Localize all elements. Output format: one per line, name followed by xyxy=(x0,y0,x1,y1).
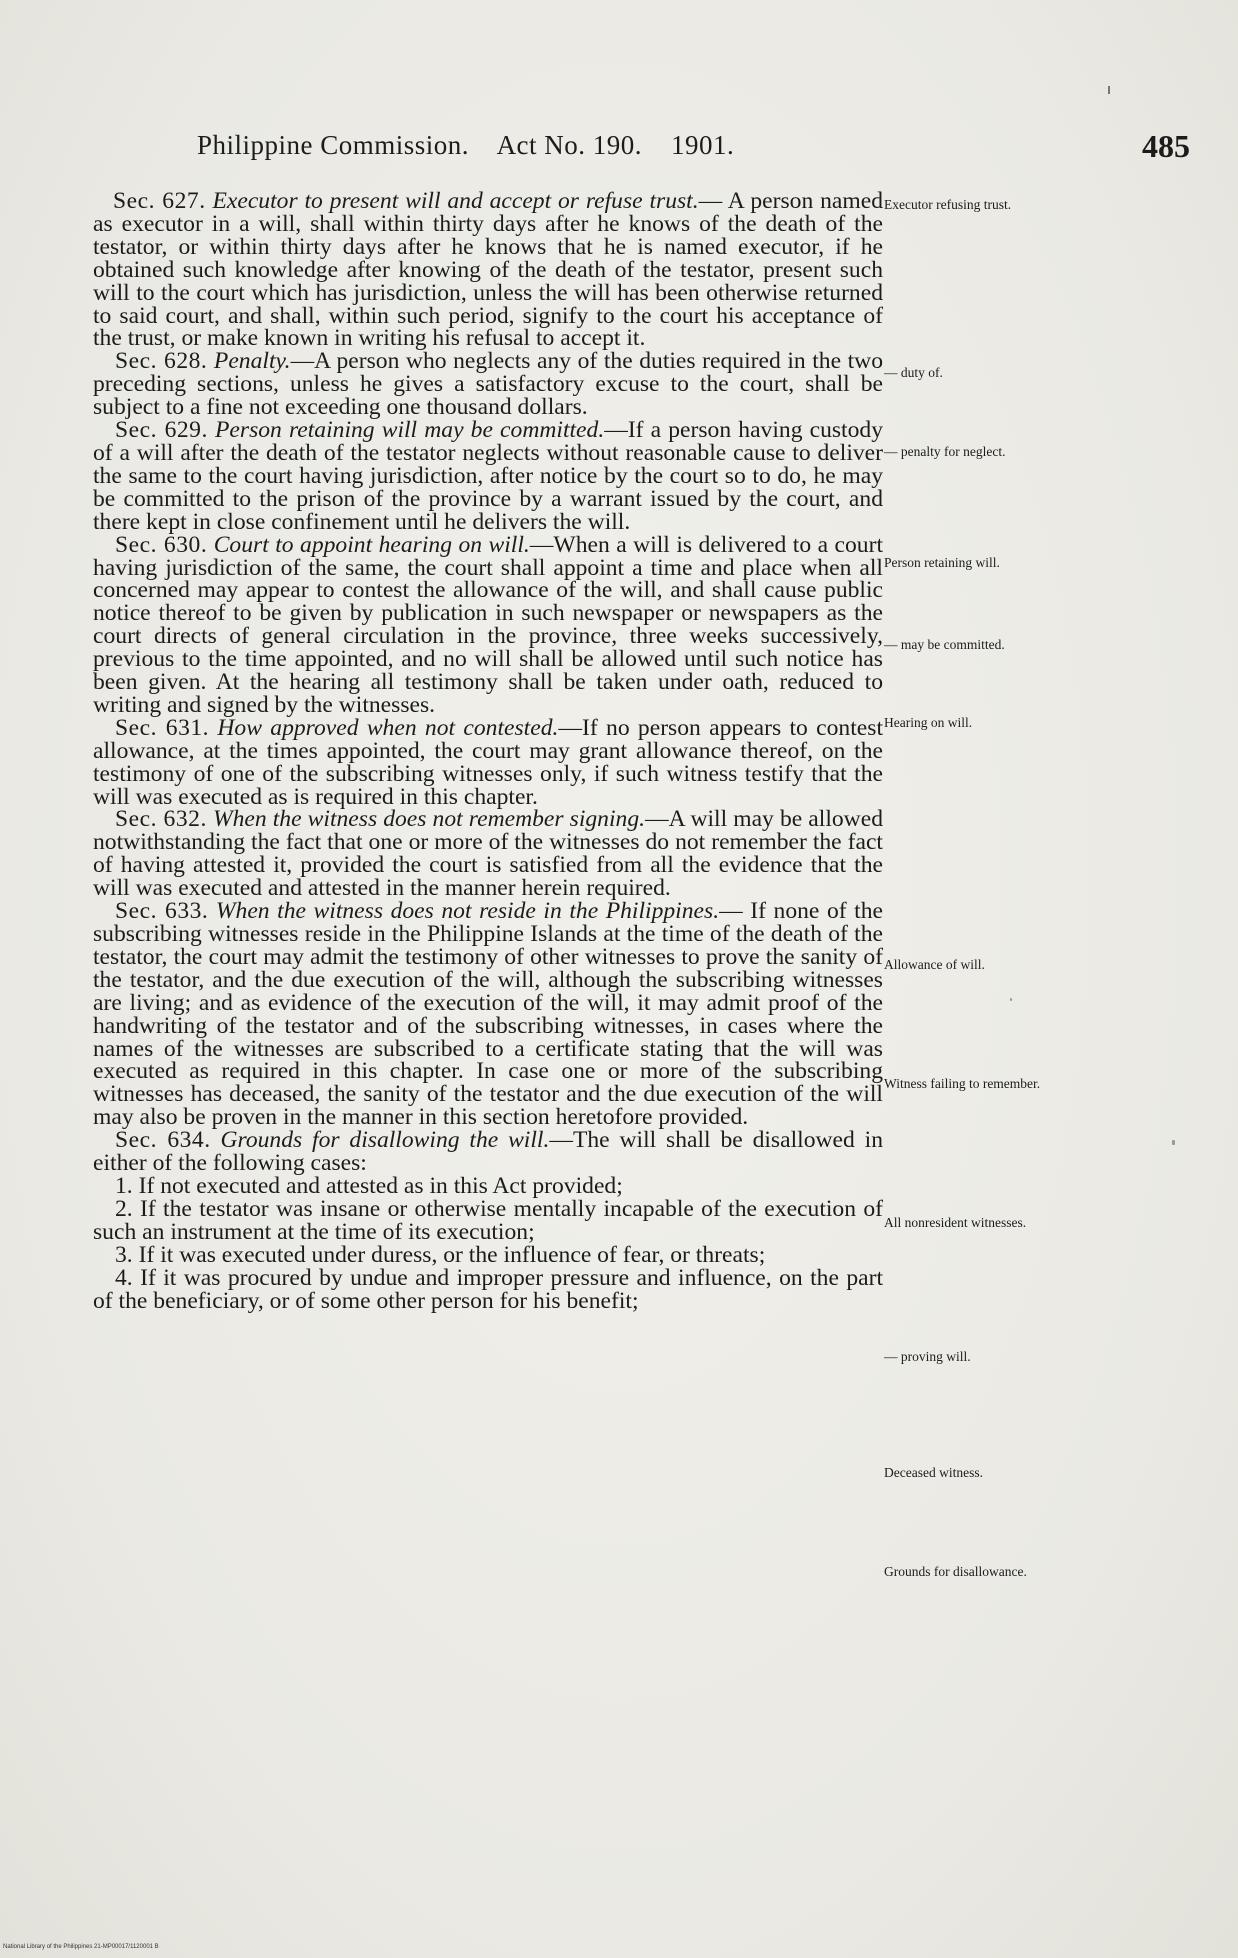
section-634 xyxy=(93,1129,883,1175)
section-text: —The will shall be disallowed in either of the following cases: xyxy=(93,1127,884,1177)
margin-note-executor-refusing-trust xyxy=(884,198,1084,211)
section-label: Sec. 634. xyxy=(115,1127,211,1154)
header-year: 1901. xyxy=(671,130,735,160)
margin-note-all-nonresident-witnesses: All nonresident witnesses. xyxy=(884,1215,1027,1230)
section-text: —If no person appears to contest allowance, at the times appointed, the court may grant allowance thereof, on the testimony of one of the subscribing witnesses only, if such witness testify that the will was executed as is required in this chapter. xyxy=(93,714,883,810)
section-628 xyxy=(93,350,883,419)
margin-note-penalty-for-neglect: — penalty for neglect. xyxy=(884,444,1006,459)
section-label: Sec. 628. xyxy=(115,348,208,375)
section-text: — A person named as executor in a will, shall within thirty days after he knows of the death of the testator, or within thirty days after he knows that he is named executor, if he obtained such knowledge after knowing of the death of the testator, present such will to the court which has jurisdiction, unless the will has been otherwise returned to said court, and shall, within such period, signify to the court his acceptance of the trust, or make known in writing his refusal to accept it. xyxy=(93,188,884,352)
running-header xyxy=(197,130,734,161)
margin-note-person-retaining-will: Person retaining will. xyxy=(884,555,1000,570)
section-title: How approved when not contested. xyxy=(217,714,559,741)
margin-note-witness-failing-to-remember: Witness failing to remember. xyxy=(884,1076,1041,1091)
section-627 xyxy=(93,190,883,350)
section-title: When the witness does not reside in the Philippines. xyxy=(215,898,720,925)
list-item-4: 4. If it was procured by undue and improper pressure and influence, on the part of the beneficiary, or of some other person for his benefit; xyxy=(93,1264,883,1314)
scan-footer: National Library of the Philippines 21-MP00017/1120001 B xyxy=(3,1944,159,1950)
section-text: — If none of the subscribing witnesses reside in the Philippine Islands at the time of the death of the testator, the court may admit the testimony of other witnesses to prove the sanity of the testator, and the due execution of the will, although the subscribing witnesses are living; and as evidence of the execution of the will, it may admit proof of the handwriting of the testator and of the subscribing witnesses, in cases where the names of the witnesses are subscribed to a certificate stating that the will was executed as required in this chapter. In case one or more of the subscribing witnesses has deceased, the sanity of the testator and the due execution of the will may also be proven in the manner in this section heretofore provided. xyxy=(93,898,883,1131)
section-632 xyxy=(93,808,883,900)
list-item-3: 3. If it was executed under duress, or the influence of fear, or threats; xyxy=(115,1241,766,1268)
list-item-2: 2. If the testator was insane or otherwise mentally incapable of the execution of such an instrument at the time of its execution; xyxy=(93,1195,883,1245)
scan-mark xyxy=(1108,86,1110,94)
section-text: —When a will is delivered to a court having jurisdiction of the same, the court shall appoint a time and place when all concerned may appear to contest the allowance of the will, and shall cause public notice thereof to be given by publication in such newspaper or newspapers as the court directs of general circulation in the province, three weeks successively, previous to the time appointed, and no will shall be allowed until such notice has been given. At the hearing all testimony shall be taken under oath, reduced to writing and signed by the witnesses. xyxy=(93,531,883,718)
section-630 xyxy=(93,531,883,718)
header-act: Act No. 190. xyxy=(496,130,643,160)
section-title: Grounds for disallowing the will. xyxy=(220,1127,550,1154)
section-label: Sec. 630. xyxy=(115,531,208,558)
margin-note-may-be-committed: — may be committed. xyxy=(884,637,1005,652)
section-633 xyxy=(93,900,883,1129)
section-629 xyxy=(93,419,883,534)
section-label: Sec. 629. xyxy=(115,417,208,444)
margin-note-text: Executor refusing trust. xyxy=(884,197,1012,212)
section-label: Sec. 627. xyxy=(113,188,206,214)
section-text: —If a person having custody of a will after the death of the testator neglects without reasonable cause to deliver the same to the court having jurisdiction, after notice by the court so to do, he may be committed to the prison of the province by a warrant issued by the court, and there kept in close confinement until he delivers the will. xyxy=(93,417,884,535)
margin-note-hearing-on-will: Hearing on will. xyxy=(884,715,973,730)
section-label: Sec. 631. xyxy=(115,714,210,741)
page-number: 485 xyxy=(1142,128,1190,164)
header-commission: Philippine Commission. xyxy=(197,130,470,160)
section-631 xyxy=(93,714,883,810)
section-label: Sec. 632. xyxy=(115,806,207,833)
section-title: When the witness does not remember signing. xyxy=(212,806,646,833)
margin-note-grounds-for-disallowance: Grounds for disallowance. xyxy=(884,1564,1027,1579)
list-item-1: 1. If not executed and attested as in this Act provided; xyxy=(115,1172,623,1199)
margin-note-proving-will: — proving will. xyxy=(884,1349,971,1364)
section-text: —A person who neglects any of the duties required in the two preceding sections, unless he gives a satisfactory excuse to the court, shall be subject to a fine not exceeding one thousand dollars. xyxy=(93,348,884,421)
margin-note-allowance-of-will: Allowance of will. xyxy=(884,957,985,972)
section-title: Person retaining will may be committed. xyxy=(215,417,605,444)
section-title: Court to appoint hearing on will. xyxy=(213,531,530,558)
section-title: Penalty. xyxy=(213,348,291,375)
scan-speck xyxy=(1172,1140,1175,1145)
margin-note-duty-of: — duty of. xyxy=(884,365,943,380)
section-text: —A will may be allowed notwithstanding the fact that one or more of the witnesses do not remember the fact of having attested it, provided the court is satisfied from all the evidence that the will was executed and attested in the manner herein required. xyxy=(93,806,883,902)
margin-note-deceased-witness: Deceased witness. xyxy=(884,1465,983,1480)
section-label: Sec. 633. xyxy=(115,898,209,925)
document-body xyxy=(93,190,883,1312)
section-title: Executor to present will and accept or refuse trust. xyxy=(212,188,699,214)
scan-speck xyxy=(1010,998,1012,1001)
